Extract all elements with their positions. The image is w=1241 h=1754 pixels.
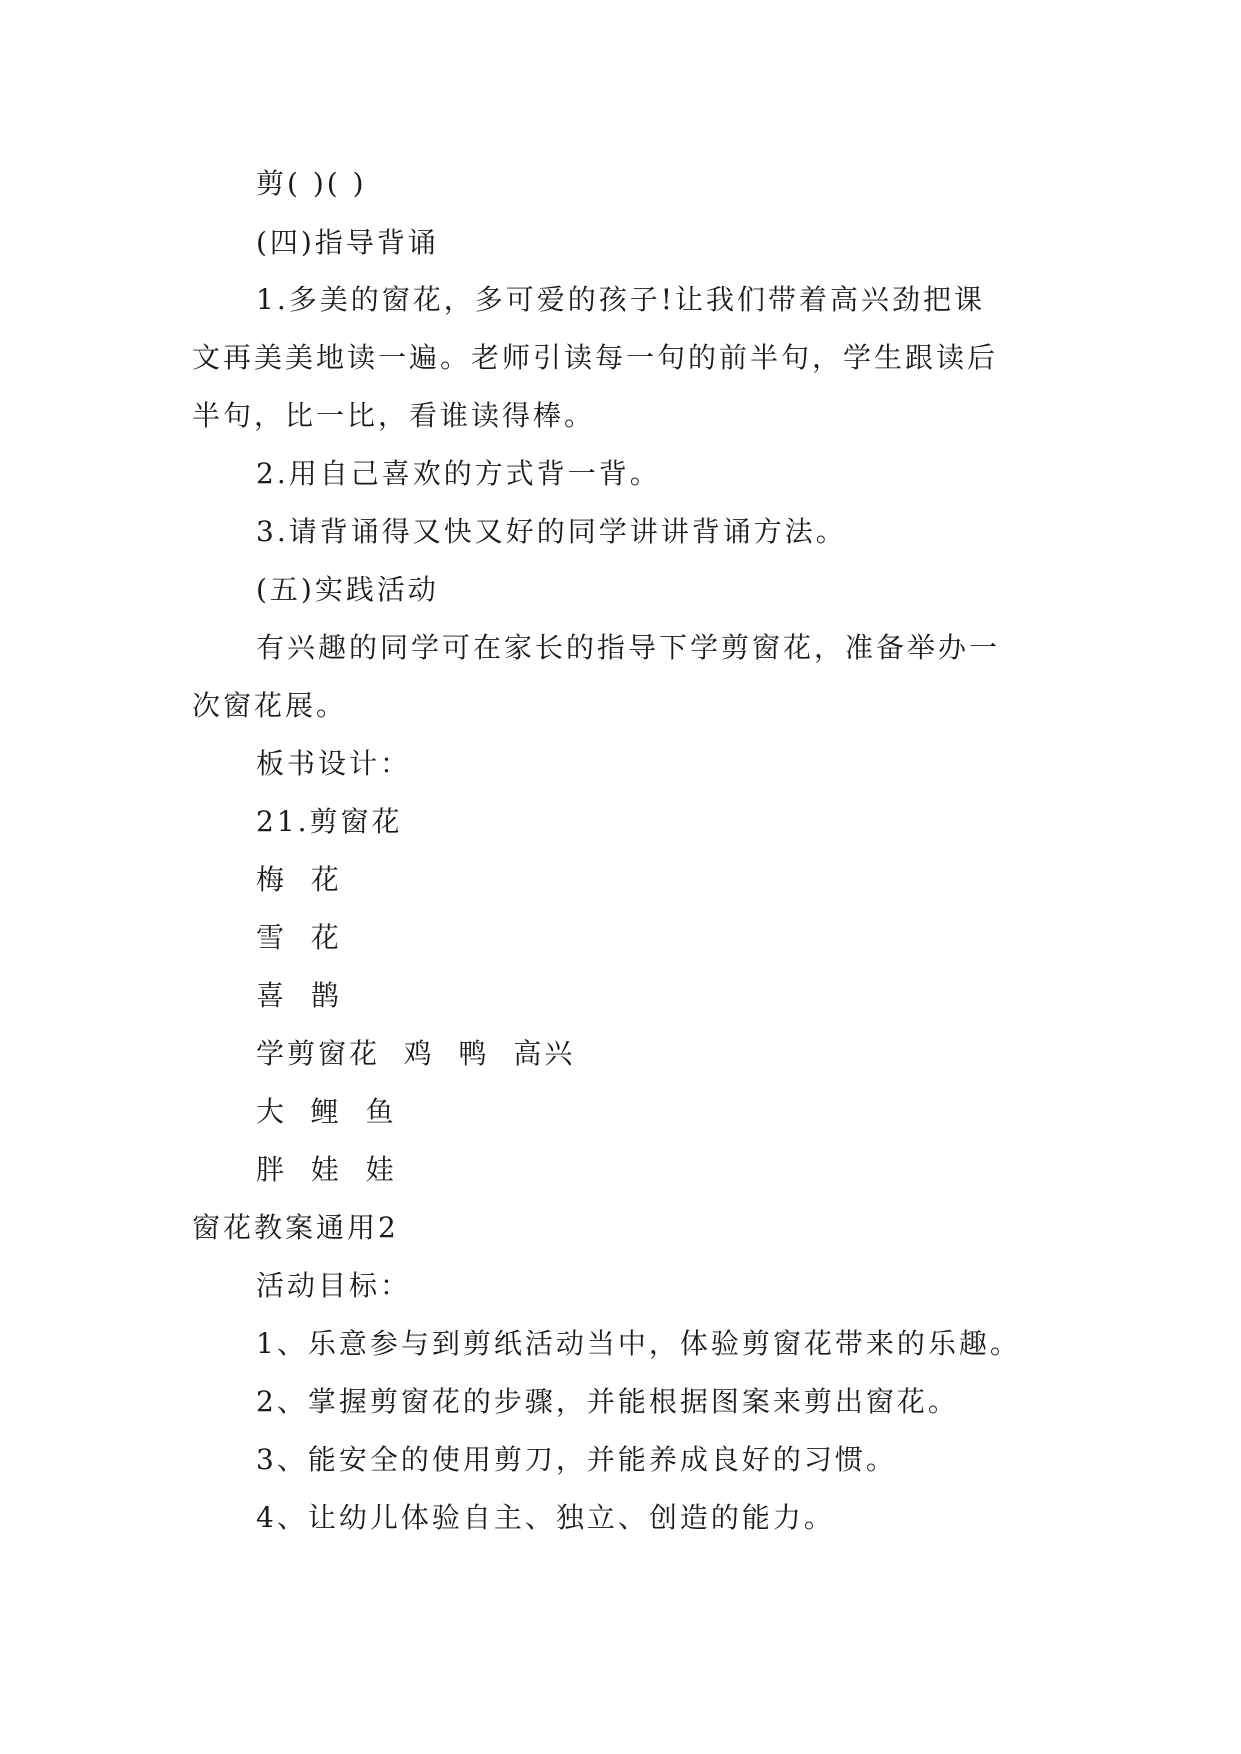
text-line: 次窗花展。 [192,689,348,722]
section-heading: (五)实践活动 [256,573,439,606]
document-title: 窗花教案通用2 [192,1211,399,1244]
text-line: 半句，比一比，看谁读得棒。 [192,399,596,432]
text-line: 3.请背诵得又快又好的同学讲讲背诵方法。 [256,515,847,548]
text-line: 21.剪窗花 [256,805,403,838]
text-line: 剪( )( ) [256,167,367,200]
text-line: 胖 娃 娃 [256,1153,397,1186]
text-line: 3、能安全的使用剪刀，并能养成良好的习惯。 [256,1443,897,1476]
text-line: 梅 花 [256,863,342,896]
text-line: 文再美美地读一遍。老师引读每一句的前半句，学生跟读后 [192,341,999,374]
text-line: 大 鲤 鱼 [256,1095,397,1128]
text-line: 1、乐意参与到剪纸活动当中，体验剪窗花带来的乐趣。 [256,1327,1021,1360]
text-line: 雪 花 [256,921,342,954]
text-line: 有兴趣的同学可在家长的指导下学剪窗花，准备举办一 [256,631,1001,664]
text-line: 喜 鹊 [256,979,342,1012]
text-line: 1.多美的窗花，多可爱的孩子!让我们带着高兴劲把课 [256,283,985,316]
text-line: 活动目标： [256,1269,412,1302]
text-line: 板书设计： [256,747,412,780]
text-line: 4、让幼儿体验自主、独立、创造的能力。 [256,1501,835,1534]
text-line: 2.用自己喜欢的方式背一背。 [256,457,661,490]
text-line: 学剪窗花 鸡 鸭 高兴 [256,1037,576,1070]
section-heading: (四)指导背诵 [256,226,439,259]
text-line: 2、掌握剪窗花的步骤，并能根据图案来剪出窗花。 [256,1385,959,1418]
